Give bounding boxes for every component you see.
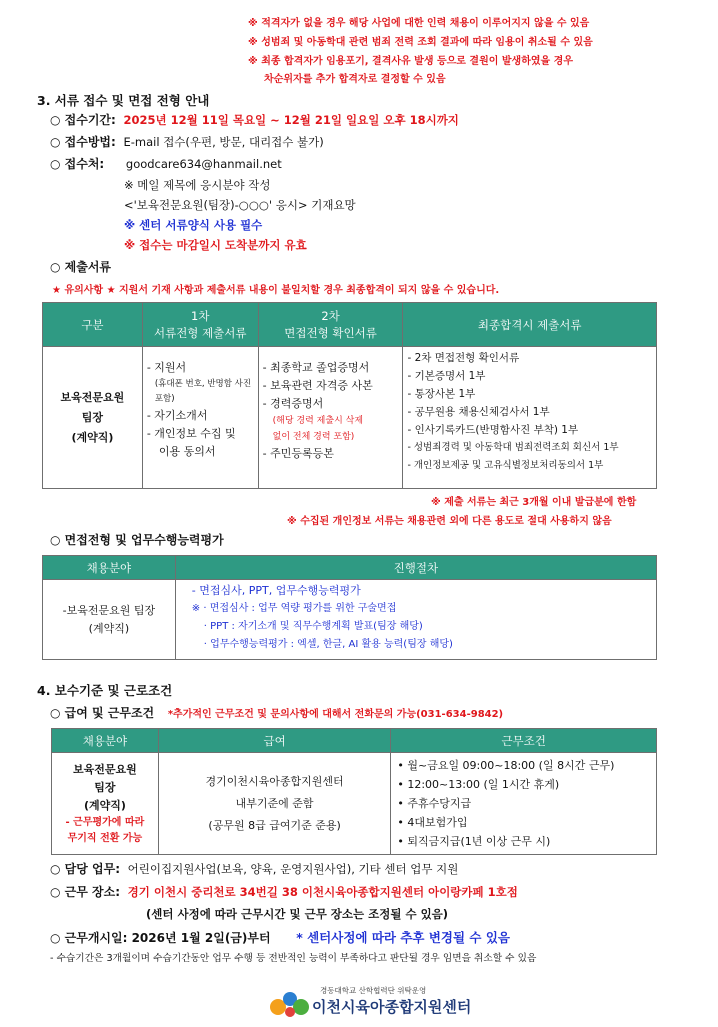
final-doc-2: - 기본증명서 1부	[407, 370, 486, 382]
interview-header-process: 진행절차	[175, 556, 656, 580]
second-doc-1: - 최종학교 졸업증명서	[262, 361, 370, 374]
start-row	[50, 928, 510, 946]
pay-line3: (공무원 8급 급여기준 준용)	[208, 818, 341, 832]
final-doc-7: - 개인정보제공 및 고유식별정보처리동의서 1부	[407, 460, 604, 471]
second-doc-2: - 보육관련 자격증 사본	[262, 379, 373, 392]
docs-label: ○ 제출서류	[50, 260, 112, 274]
cond-insurance: • 4대보험가입	[397, 816, 468, 829]
interview-field-line2: (계약직)	[88, 621, 130, 635]
second-doc-4: - 주민등록등본	[262, 447, 334, 460]
first-doc-1-note-cont: 포함)	[154, 394, 175, 404]
header-second-line2: 면접전형 확인서류	[284, 325, 377, 340]
caution-note: ★ 유의사항 ★ 지원서 기재 사항과 제출서류 내용이 불일치할 경우 최종합격이 되지 않을 수 있습니다.	[52, 285, 500, 296]
method-row	[50, 133, 324, 150]
pay-row	[52, 753, 657, 855]
period-value: 2025년 12월 11일 목요일 ~ 12월 21일 일요일 오후 18시까지	[123, 113, 459, 127]
header-second-line1: 2차	[321, 308, 340, 323]
documents-first-cell	[142, 347, 258, 489]
section4-title: 4. 보수기준 및 근로조건	[37, 683, 173, 698]
duty-value: 어린이집지원사업(보육, 양육, 운영지원사업), 기타 센터 업무 지원	[127, 862, 459, 876]
footer-center-name: 이천시육아종합지원센터	[312, 998, 472, 1016]
start-label: ○ 근무개시일: 2026년 1월 2일(금)부터	[50, 931, 271, 945]
interview-process-2: ※ · 면접심사 : 업무 역량 평가를 위한 구술면접	[191, 603, 397, 614]
pay-table	[51, 728, 657, 855]
footer-operator: 경동대학교 산학협력단 위탁운영	[320, 986, 427, 995]
interview-header-field: 채용분야	[43, 556, 176, 580]
note-sex-crime-check: ※ 성범죄 및 아동학대 관련 범죄 전력 조회 결과에 따라 임용이 취소될 수 있음	[248, 37, 593, 48]
interview-process-cell	[175, 580, 656, 660]
note-vacancy: ※ 최종 합격자가 임용포기, 결격사유 발생 등으로 결원이 발생하였을 경우	[248, 56, 573, 67]
method-value: E-mail 접수(우편, 방문, 대리접수 불가)	[123, 135, 324, 149]
probation-note: - 수습기간은 3개월이며 수습기간동안 업무 수행 등 전반적인 능력이 부족하다고 판단될 경우 임면을 취소할 수 있음	[50, 953, 537, 964]
documents-header-row	[43, 303, 657, 347]
pay-header-row	[52, 729, 657, 753]
final-doc-3: - 통장사본 1부	[407, 388, 476, 400]
pay-header-pay: 급여	[158, 729, 391, 753]
workplace-label: ○ 근무 장소:	[50, 885, 120, 899]
final-doc-4: - 공무원용 채용신체검사서 1부	[407, 406, 550, 418]
cond-hours: • 월~금요일 09:00~18:00 (일 8시간 근무)	[397, 759, 615, 772]
role-line1: 보육전문요원	[60, 390, 125, 404]
pay-role-line2: 팀장	[94, 780, 116, 794]
period-row	[50, 111, 459, 128]
section3-title: 3. 서류 접수 및 면접 전형 안내	[37, 93, 210, 108]
method-label: ○ 접수방법:	[50, 135, 116, 149]
period-label: ○ 접수기간:	[50, 113, 116, 127]
cond-severance: • 퇴직금지급(1년 이상 근무 시)	[397, 835, 551, 848]
interview-table	[42, 555, 657, 660]
pay-cond-cell	[391, 753, 657, 855]
interview-process-3: · PPT : 자기소개 및 직무수행계획 발표(팀장 해당)	[203, 621, 423, 632]
footer-logo	[268, 985, 472, 1021]
form-note: ※ 센터 서류양식 사용 필수	[124, 218, 263, 232]
documents-table	[42, 302, 657, 489]
pay-amount-cell	[158, 753, 391, 855]
place-label: ○ 접수처:	[50, 157, 105, 171]
interview-header-row	[43, 556, 657, 580]
header-type: 구분	[43, 303, 143, 347]
note-recent-docs: ※ 제출 서류는 최근 3개월 이내 발급분에 한함	[431, 497, 637, 508]
cond-weekly-allowance: • 주휴수당지급	[397, 797, 472, 810]
email-address[interactable]: goodcare634@hanmail.net	[125, 157, 282, 171]
interview-title: ○ 면접전형 및 업무수행능력평가	[50, 533, 224, 547]
pay-role-note-cont: 무기직 전환 가능	[67, 832, 143, 844]
note-vacancy-cont: 차순위자를 추가 합격자로 결정할 수 있음	[264, 74, 446, 85]
final-doc-1: - 2차 면접전형 확인서류	[407, 352, 520, 364]
pay-role-cell	[52, 753, 159, 855]
documents-role-cell	[43, 347, 143, 489]
pay-role-note: - 근무평가에 따라	[65, 816, 145, 828]
role-line3: (계약직)	[71, 430, 114, 444]
first-doc-3-cont: 이용 동의서	[158, 445, 216, 458]
pay-header-cond: 근무조건	[391, 729, 657, 753]
pay-line1: 경기이천시육아종합지원센터	[205, 774, 344, 788]
pay-label: ○ 급여 및 근무조건	[50, 706, 155, 720]
subject-note: ※ 메일 제목에 응시분야 작성	[124, 178, 271, 192]
header-first	[142, 303, 258, 347]
deadline-note: ※ 접수는 마감일시 도착분까지 유효	[124, 238, 307, 252]
interview-process-4: · 업무수행능력평가 : 엑셀, 한글, AI 활용 능력(팀장 해당)	[203, 639, 453, 650]
duty-row	[50, 860, 458, 877]
documents-second-cell	[258, 347, 403, 489]
pay-line2: 내부기준에 준함	[235, 796, 314, 810]
header-final: 최종합격시 제출서류	[403, 303, 657, 347]
pay-label-row	[50, 704, 503, 721]
interview-process-1: - 면접심사, PPT, 업무수행능력평가	[191, 584, 361, 597]
role-line2: 팀장	[81, 410, 104, 424]
interview-field-line1: -보육전문요원 팀장	[62, 603, 156, 617]
workplace-note: (센터 사정에 따라 근무시간 및 근무 장소는 조정될 수 있음)	[146, 907, 449, 921]
first-doc-3: - 개인정보 수집 및	[146, 427, 236, 440]
interview-field-cell	[43, 580, 176, 660]
first-doc-2: - 자기소개서	[146, 409, 208, 422]
header-first-line2: 서류전형 제출서류	[153, 325, 247, 340]
second-doc-3-note: (해당 경력 제출시 삭제	[272, 416, 364, 426]
workplace-row	[50, 883, 518, 900]
note-privacy: ※ 수집된 개인정보 서류는 채용관련 외에 다른 용도로 절대 사용하지 않음	[287, 516, 612, 527]
workplace-value: 경기 이천시 중리천로 34번길 38 이천시육아종합지원센터 아이랑카페 1호점	[127, 885, 518, 899]
pay-role-line3: (계약직)	[83, 798, 126, 812]
cond-break: • 12:00~13:00 (일 1시간 휴게)	[397, 778, 560, 791]
final-doc-5: - 인사기록카드(반명함사진 부착) 1부	[407, 424, 579, 436]
second-doc-3-note-cont: 없이 전체 경력 포함)	[272, 432, 355, 442]
pay-role-line1: 보육전문요원	[73, 762, 137, 776]
interview-row	[43, 580, 657, 660]
subject-format: <'보육전문요원(팀장)-○○○' 응시> 기재요망	[124, 198, 356, 212]
final-doc-6: - 성범죄경력 및 아동학대 범죄전력조회 회신서 1부	[407, 442, 619, 453]
place-row	[50, 155, 282, 172]
note-no-qualified: ※ 적격자가 없을 경우 해당 사업에 대한 인력 채용이 이루어지지 않을 수 있음	[248, 18, 590, 29]
header-second	[258, 303, 403, 347]
first-doc-1: - 지원서	[146, 361, 187, 374]
center-logo-icon	[268, 985, 312, 1019]
documents-final-cell	[403, 347, 657, 489]
duty-label: ○ 담당 업무:	[50, 862, 120, 876]
pay-inquiry-note: *추가적인 근무조건 및 문의사항에 대해서 전화문의 가능(031-634-9842)	[167, 709, 504, 720]
documents-row	[43, 347, 657, 489]
header-first-line1: 1차	[191, 308, 210, 323]
pay-header-field: 채용분야	[52, 729, 159, 753]
start-note: * 센터사정에 따라 추후 변경될 수 있음	[296, 930, 510, 945]
first-doc-1-note: (휴대폰 번호, 반명함 사진	[154, 379, 252, 389]
second-doc-3: - 경력증명서	[262, 397, 324, 410]
